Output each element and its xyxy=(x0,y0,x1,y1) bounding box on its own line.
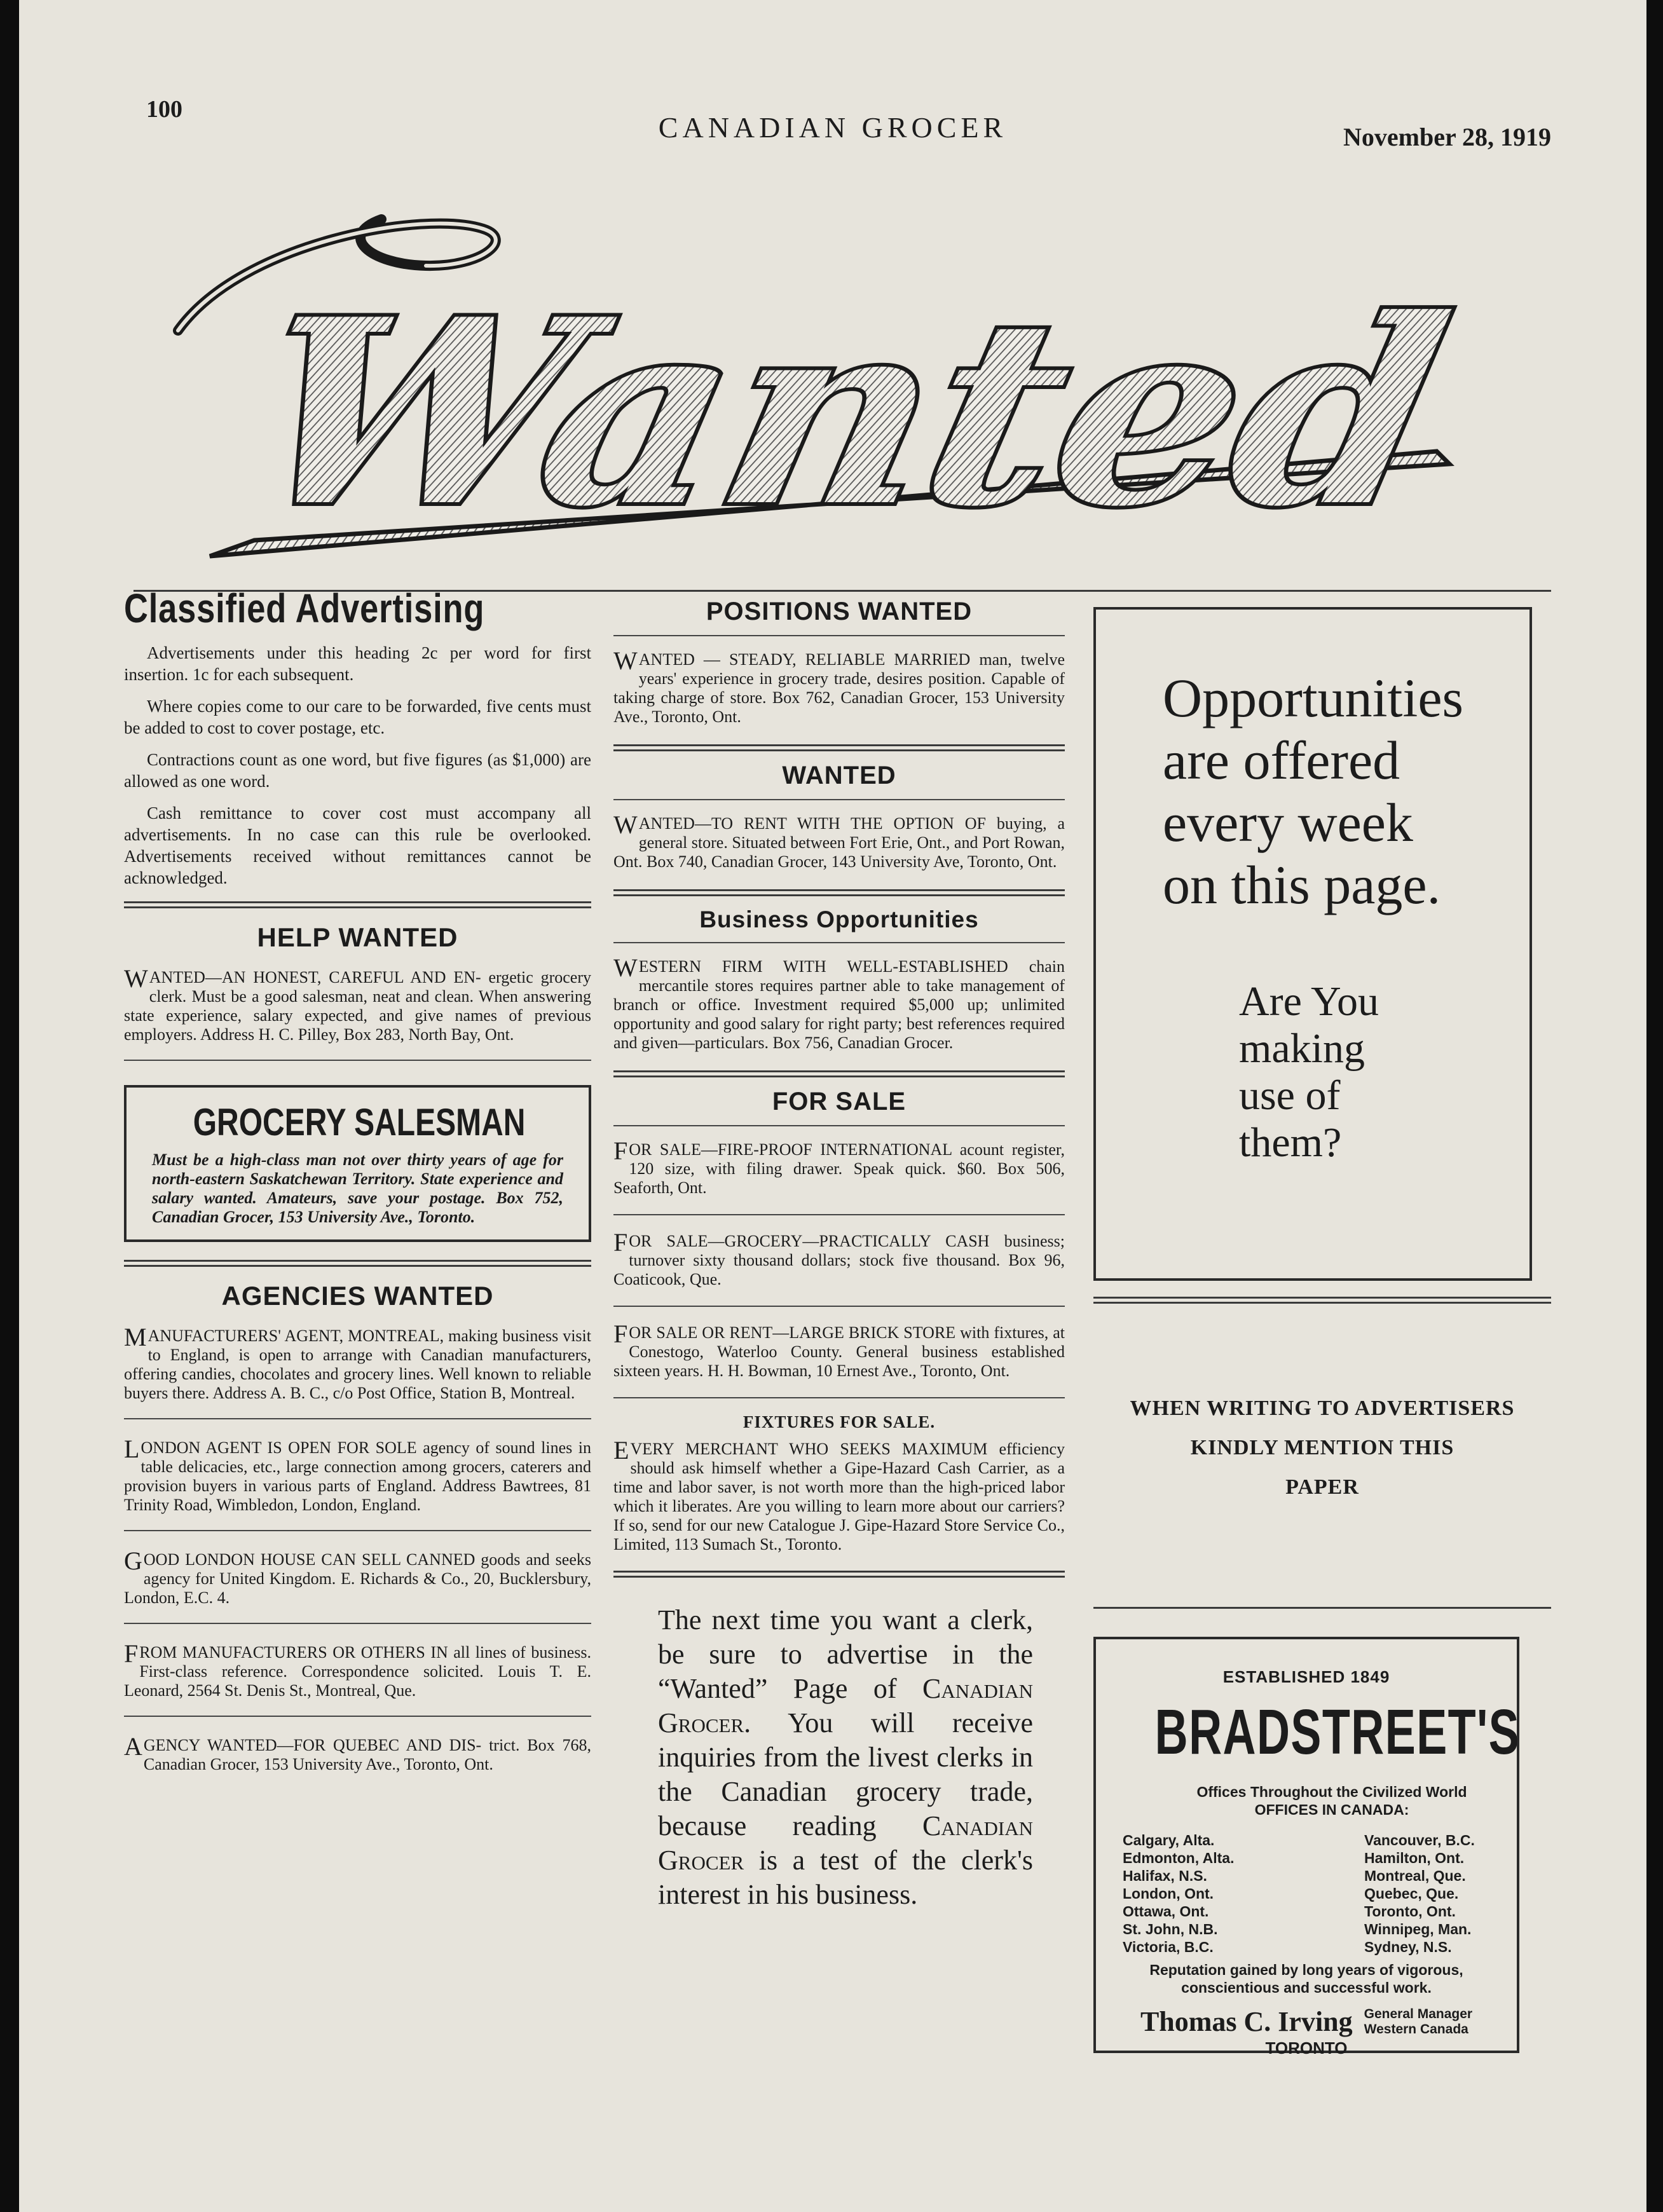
terms-paragraph: Contractions count as one word, but five figures (as $1,000) are allowed as one word. xyxy=(124,750,591,791)
middle-column xyxy=(613,591,1065,1912)
section-rule xyxy=(124,1530,591,1531)
city-item: Victoria, B.C. xyxy=(1123,1939,1214,1955)
drop-cap: L xyxy=(124,1435,140,1463)
headline-line: on this page. xyxy=(1163,854,1441,915)
question-line: Are You xyxy=(1239,978,1379,1025)
salesman-title: GROCERY SALESMAN xyxy=(193,1101,526,1144)
clerk-promo xyxy=(613,1603,1065,1912)
ad-body: efficiency should ask himself whether a Gipe-Hazard Cash Carrier, as a time and labor saver, is not worth more than the high-priced labor which it liberates. Are you willing to learn more about our carriers? If so, send for our new Catalogue J. Gipe-Hazard Store Service Co., Limited, 113 Sumach St., Toronto. xyxy=(613,1440,1065,1553)
salesman-body: Must be a high-class man not over thirty years of age for north-eastern Saskatchewan Territory. State experience and salary wanted. Amateurs, save your postage. Box 752, Canadian Grocer, 153 University Ave., Toronto. xyxy=(152,1150,563,1226)
headline-line: Opportunities xyxy=(1163,667,1463,728)
ad-body: chain mercantile stores requires partner able to take management of branch or office. Investment required $5,000 up; unlimited opportunity and good salary for right party; best references required and given—particulars. Box 756, Canadian Grocer. xyxy=(613,957,1065,1052)
wanted-heading: WANTED xyxy=(782,761,896,789)
classified-ad xyxy=(613,1320,1065,1381)
classified-ad xyxy=(124,1435,591,1515)
section-rule xyxy=(613,799,1065,800)
positions-wanted-heading: POSITIONS WANTED xyxy=(706,597,973,625)
city-item: Montreal, Que. xyxy=(1364,1867,1466,1884)
classified-ad xyxy=(124,1639,592,1700)
section-rule xyxy=(1093,1297,1551,1304)
ad-lead: ESTERN FIRM WITH WELL-ESTABLISHED xyxy=(638,957,1008,976)
drop-cap: F xyxy=(613,1320,628,1348)
section-rule xyxy=(124,901,591,908)
mention-notice xyxy=(1074,1389,1570,1507)
drop-cap: W xyxy=(613,810,638,839)
section-rule xyxy=(613,942,1065,943)
publication-name: Canadian Grocer xyxy=(658,1810,1033,1876)
drop-cap: W xyxy=(613,953,638,982)
ad-body: man, twelve years' experience in grocery trade, desires position. Capable of taking charge of store. Box 762, Canadian Grocer, 153 University Ave., Toronto, Ont. xyxy=(613,650,1065,726)
ad-body: buying, a general store. Situated between Fort Erie, Ont., and Port Rowan, Ont. Box 740, Canadian Grocer, 143 University Ave, Toronto, Ont. xyxy=(613,814,1065,871)
city-column-left xyxy=(1123,1831,1313,1956)
drop-cap: M xyxy=(124,1323,147,1351)
city-item: Ottawa, Ont. xyxy=(1123,1903,1209,1920)
drop-cap: F xyxy=(613,1137,628,1165)
opportunities-headline xyxy=(1163,667,1463,916)
section-rule xyxy=(124,1716,591,1717)
mention-line: WHEN WRITING TO ADVERTISERS xyxy=(1130,1396,1515,1420)
section-rule xyxy=(124,1623,591,1624)
ad-body: goods and seeks agency for United Kingdom. E. Richards & Co., 20, Bucklersbury, London, E.C. 4. xyxy=(124,1550,591,1607)
promo-text: is a test of the clerk's interest in his business. xyxy=(658,1845,1034,1910)
city-item: Toronto, Ont. xyxy=(1364,1903,1456,1920)
established-line: ESTABLISHED 1849 xyxy=(1222,1667,1390,1686)
ad-lead: OOD LONDON HOUSE CAN SELL CANNED xyxy=(143,1550,476,1569)
city-column-right xyxy=(1364,1831,1475,1956)
wanted-banner xyxy=(127,184,1513,566)
headline-line: every week xyxy=(1163,792,1413,853)
ad-lead: ANTED — STEADY, RELIABLE MARRIED xyxy=(638,650,971,669)
ad-lead: OR SALE—FIRE-PROOF INTERNATIONAL xyxy=(629,1140,952,1159)
reputation-line: Reputation gained by long years of vigorous, conscientious and successful work. xyxy=(1149,1962,1463,1996)
drop-cap: F xyxy=(613,1228,628,1257)
ad-lead: ANTED—TO RENT WITH THE OPTION OF xyxy=(638,814,986,833)
business-opportunities-heading: Business Opportunities xyxy=(699,906,979,932)
section-rule xyxy=(124,1060,591,1061)
mention-line: KINDLY MENTION THIS xyxy=(1190,1436,1454,1459)
promo-text: The next time you want a clerk, be sure to advertise in the “Wanted” Page of xyxy=(658,1604,1033,1704)
section-rule xyxy=(613,635,1065,636)
section-rule xyxy=(613,744,1065,751)
manager-title xyxy=(1364,2007,1472,2037)
opportunities-question xyxy=(1239,978,1379,1166)
classified-ad xyxy=(613,953,1065,1053)
section-rule xyxy=(124,1418,591,1419)
classified-ad xyxy=(613,1137,1065,1198)
section-rule xyxy=(613,1306,1065,1307)
ad-body: acount register, 120 size, with filing drawer. Speak quick. $60. Box 506, Seaforth, Ont. xyxy=(613,1140,1065,1197)
ad-lead: VERY MERCHANT WHO SEEKS MAXIMUM xyxy=(630,1440,988,1458)
page-number: 100 xyxy=(146,96,182,123)
terms-paragraph: Cash remittance to cover cost must accompany all advertisements. In no case can this rule be overlooked. Advertisements received without remittances cannot be acknowledged. xyxy=(124,803,591,887)
ad-body: ergetic grocery clerk. Must be a good salesman, neat and clean. When answering state experience, salary expected, and give names of previous employers. Address H. C. Pilley, Box 283, North Bay, Ont. xyxy=(124,968,592,1044)
grocery-salesman-box xyxy=(124,1085,591,1242)
bradstreets-ad xyxy=(1093,1637,1521,2058)
section-rule xyxy=(613,1125,1065,1126)
section-rule xyxy=(613,1070,1065,1077)
city-item: St. John, N.B. xyxy=(1123,1921,1218,1937)
section-rule xyxy=(613,889,1065,896)
section-rule xyxy=(124,1260,591,1267)
city-item: Quebec, Que. xyxy=(1364,1885,1459,1902)
drop-cap: E xyxy=(613,1436,629,1464)
section-rule xyxy=(613,1214,1065,1215)
city-item: London, Ont. xyxy=(1123,1885,1214,1902)
city-item: Sydney, N.S. xyxy=(1364,1939,1452,1955)
drop-cap: G xyxy=(124,1546,142,1575)
city-line: TORONTO xyxy=(1265,2038,1348,2058)
city-item: Hamilton, Ont. xyxy=(1364,1850,1465,1866)
city-item: Vancouver, B.C. xyxy=(1364,1832,1475,1848)
section-rule xyxy=(613,1397,1065,1398)
city-item: Edmonton, Alta. xyxy=(1123,1850,1235,1866)
city-item: Halifax, N.S. xyxy=(1123,1867,1207,1884)
issue-date: November 28, 1919 xyxy=(1343,123,1551,151)
ad-lead: ANTED—AN HONEST, CAREFUL AND EN- xyxy=(149,968,481,987)
bradstreets-name: BRADSTREET'S xyxy=(1154,1697,1521,1768)
classified-terms xyxy=(124,642,591,889)
drop-cap: F xyxy=(124,1639,139,1668)
for-sale-heading: FOR SALE xyxy=(772,1088,907,1116)
city-item: Calgary, Alta. xyxy=(1123,1832,1215,1848)
wanted-word: Wanted xyxy=(228,264,1362,563)
ad-lead: ROM MANUFACTURERS OR OTHERS IN xyxy=(139,1643,448,1662)
publication-title: CANADIAN GROCER xyxy=(658,111,1008,144)
help-wanted-heading: HELP WANTED xyxy=(257,922,458,952)
manager-title-line: Western Canada xyxy=(1364,2021,1468,2037)
section-rule xyxy=(1093,1607,1551,1609)
classified-ad xyxy=(613,1436,1065,1554)
classified-title: Classified Advertising xyxy=(124,585,485,631)
ad-lead: ONDON AGENT IS OPEN FOR SOLE xyxy=(140,1438,417,1457)
drop-cap: W xyxy=(124,964,148,993)
ad-body: making business visit to England, is open to arrange with Canadian manufacturers, offering candies, chocolates and grocery lines. Well known to reliable buyers there. Address A. B. C., c/o Post Office, Station B, Montreal. xyxy=(124,1327,591,1402)
question-line: them? xyxy=(1239,1119,1342,1166)
ad-body: trict. Box 768, Canadian Grocer, 153 University Ave., Toronto, Ont. xyxy=(143,1736,591,1773)
manager-title-line: General Manager xyxy=(1364,2006,1473,2021)
classified-ad xyxy=(124,1546,591,1608)
ad-body: agency of sound lines in table delicacies, etc., large connection among grocers, caterers and provision buyers in various parts of England. Address Bawtrees, 81 Trinity Road, Wimbledon, London, England. xyxy=(124,1438,591,1514)
manager-line xyxy=(1096,2005,1517,2038)
ad-lead: GENCY WANTED—FOR QUEBEC AND DIS- xyxy=(143,1736,482,1754)
classified-ad xyxy=(124,1323,591,1403)
question-line: use of xyxy=(1239,1072,1341,1119)
agencies-wanted-heading: AGENCIES WANTED xyxy=(221,1281,494,1311)
classified-ad xyxy=(613,810,1065,871)
ad-lead: OR SALE OR RENT—LARGE BRICK STORE xyxy=(629,1323,956,1342)
drop-cap: W xyxy=(613,646,638,675)
ad-body: all lines of business. First-class reference. Correspondence solicited. Louis T. E. Leonard, 2564 St. Denis St., Montreal, Que. xyxy=(124,1643,592,1700)
city-item: Winnipeg, Man. xyxy=(1364,1921,1472,1937)
opportunities-box xyxy=(1093,607,1532,1281)
promo-text: . You will receive inquiries from the livest clerks in the Canadian grocery trade, because reading xyxy=(658,1707,1033,1841)
publication-name: Canadian Grocer xyxy=(658,1673,1034,1738)
ad-lead: ANUFACTURERS' AGENT, MONTREAL, xyxy=(147,1327,444,1345)
offices-canada: OFFICES IN CANADA: xyxy=(1254,1801,1409,1818)
classified-ad xyxy=(124,964,592,1044)
classified-ad xyxy=(613,1228,1065,1289)
question-line: making xyxy=(1239,1025,1365,1072)
newspaper-page xyxy=(19,0,1646,2212)
fixtures-heading: FIXTURES FOR SALE. xyxy=(743,1412,936,1431)
classified-ad xyxy=(124,1732,591,1774)
headline-line: are offered xyxy=(1163,730,1400,791)
section-rule xyxy=(613,1571,1065,1578)
city-list xyxy=(1096,1831,1517,1956)
offices-line: Offices Throughout the Civilized World xyxy=(1196,1784,1467,1800)
mention-line: PAPER xyxy=(1285,1475,1359,1499)
manager-name: Thomas C. Irving xyxy=(1140,2006,1353,2037)
ad-body: business; turnover sixty thousand dollars; stock five thousand. Box 96, Coaticook, Que. xyxy=(613,1232,1065,1288)
classified-ad xyxy=(613,646,1065,727)
terms-paragraph: Advertisements under this heading 2c per word for first insertion. 1c for each subsequent. xyxy=(124,643,591,684)
ad-lead: OR SALE—GROCERY—PRACTICALLY CASH xyxy=(629,1232,990,1250)
terms-paragraph: Where copies come to our care to be forwarded, five cents must be added to cost to cover postage, etc. xyxy=(124,697,591,737)
drop-cap: A xyxy=(124,1732,142,1761)
left-column xyxy=(124,585,591,1774)
ad-body: with fixtures, at Conestogo, Waterloo County. General business established sixteen years. H. H. Bowman, 10 Ernest Ave., Toronto, Ont. xyxy=(613,1323,1065,1380)
